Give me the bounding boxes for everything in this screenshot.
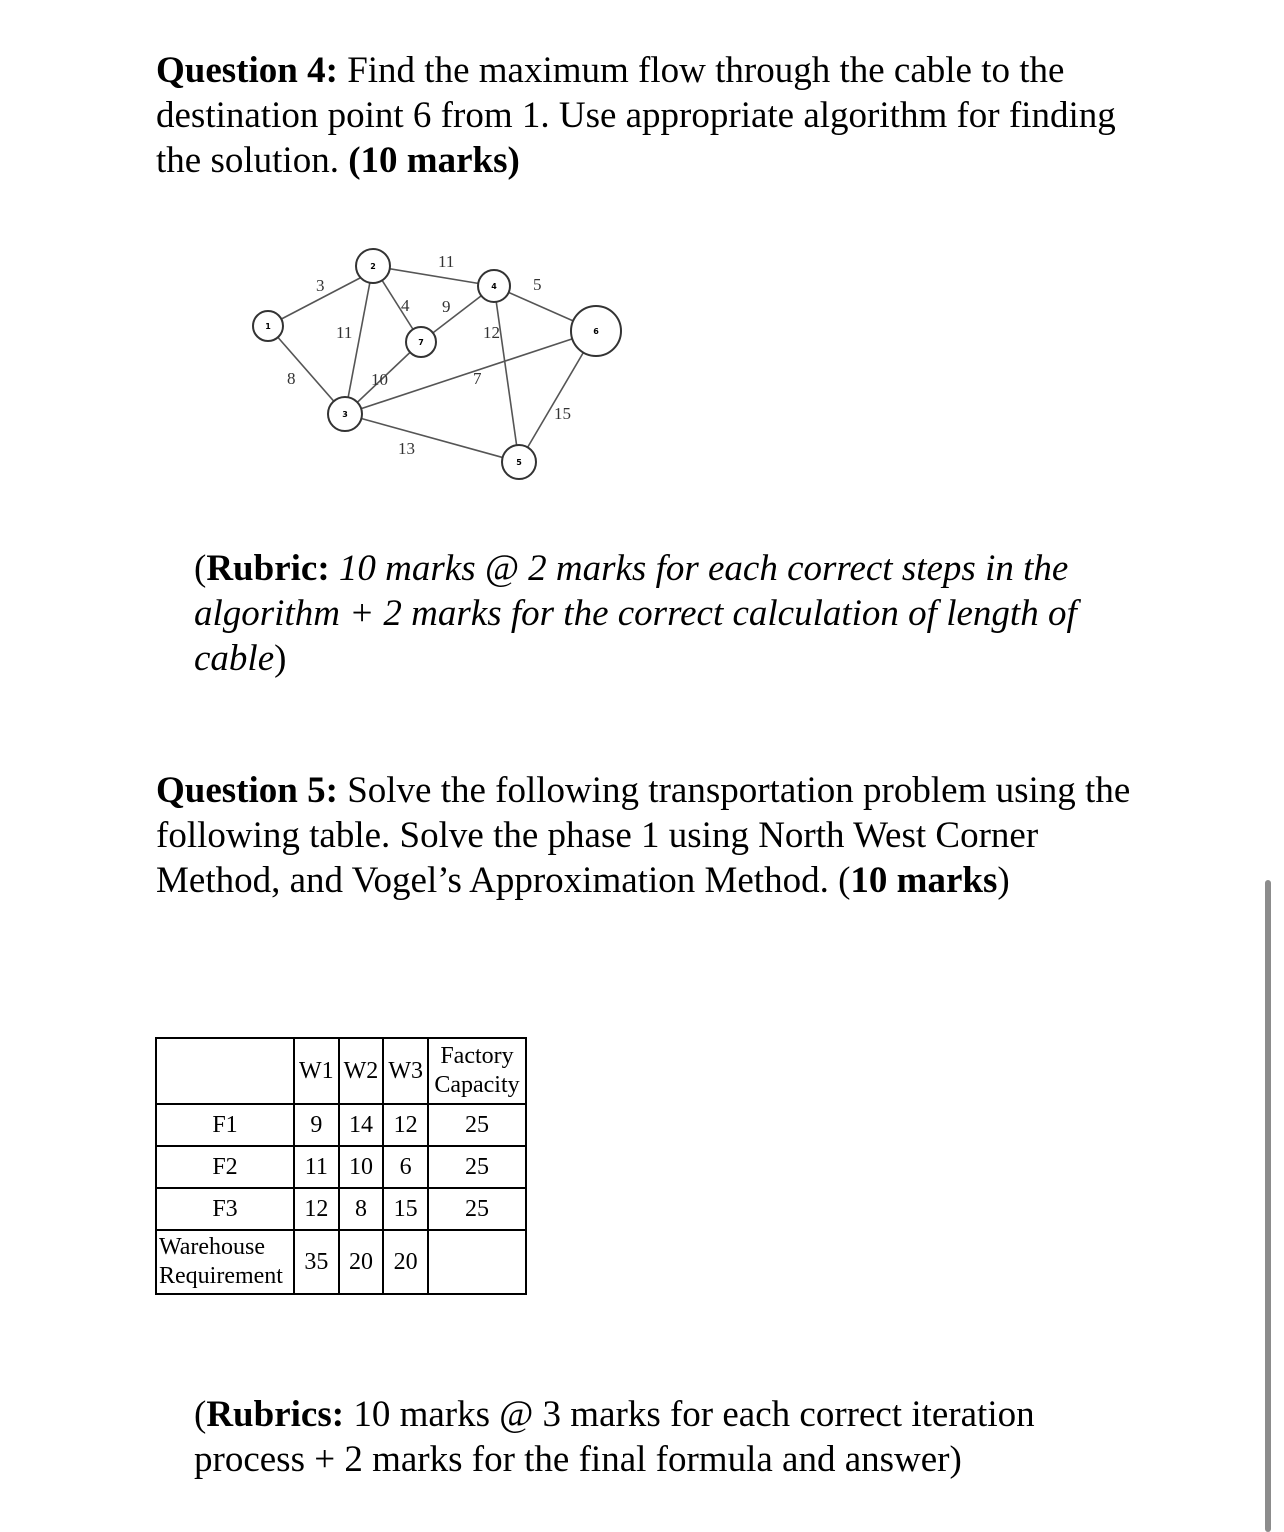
edge-label-1-2: 3	[316, 276, 325, 295]
node-label-7: 7	[418, 338, 424, 347]
transportation-table	[155, 1037, 527, 1295]
table-cell: 12	[383, 1104, 428, 1146]
table-header-row	[156, 1038, 526, 1104]
edge-label-2-4: 11	[438, 252, 455, 271]
edge-label-7-4: 9	[442, 297, 451, 316]
rubric-4-open: (	[194, 548, 207, 589]
rubric-5	[194, 1392, 1154, 1482]
node-label-5: 5	[516, 458, 522, 467]
question-5	[156, 768, 1156, 903]
edge-label-5-6: 15	[554, 404, 571, 423]
node-label-1: 1	[265, 322, 271, 331]
table-header-w3: W3	[383, 1038, 428, 1104]
rubric-5-text: 10 marks @ 3 marks for each correct iteration process + 2 marks for the final formula and answer)	[194, 1394, 1035, 1480]
edge-label-3-5: 13	[398, 439, 415, 458]
table-cell: 11	[294, 1146, 339, 1188]
question-4-label: Question 4:	[156, 50, 338, 91]
rubric-4-text: 10 marks @ 2 marks for each correct steps in the algorithm + 2 marks for the correct calculation of length of cable	[194, 548, 1077, 679]
rubric-4-close: )	[274, 638, 287, 679]
rubric-5-label: Rubrics:	[206, 1394, 345, 1435]
table-cell: 9	[294, 1104, 339, 1146]
question-5-label: Question 5:	[156, 770, 338, 811]
table-cell: F1	[156, 1104, 294, 1146]
node-label-3: 3	[342, 410, 348, 419]
table-cell: 20	[339, 1230, 384, 1294]
question-5-marks-number: 10	[850, 860, 888, 901]
table-cell: 25	[428, 1188, 526, 1230]
table-row	[156, 1188, 526, 1230]
question-5-text: Solve the following transportation problem using the following table. Solve the phase 1 using North West Corner Method, and Vogel’s Approximation Method. (	[156, 770, 1131, 901]
question-4-text: Find the maximum flow through the cable to the destination point 6 from 1. Use appropriate algorithm for finding the solution.	[156, 50, 1116, 181]
edge-label-7-3: 10	[371, 370, 388, 389]
table-cell: 25	[428, 1104, 526, 1146]
rubric-5-open: (	[194, 1394, 207, 1435]
question-5-marks-word: marks	[896, 860, 998, 901]
edge-2-4	[373, 266, 494, 286]
node-label-4: 4	[491, 282, 497, 291]
table-cell: 8	[339, 1188, 384, 1230]
rubric-4	[194, 546, 1154, 681]
rubric-4-label: Rubric:	[206, 548, 330, 589]
table-cell: 35	[294, 1230, 339, 1294]
node-label-2: 2	[370, 262, 376, 271]
question-4-marks: (10 marks)	[348, 140, 520, 181]
table-cell: 10	[339, 1146, 384, 1188]
table-row	[156, 1104, 526, 1146]
table-cell: F2	[156, 1146, 294, 1188]
edge-3-5	[345, 414, 519, 462]
table-cell: 15	[383, 1188, 428, 1230]
table-cell: 25	[428, 1146, 526, 1188]
network-graph	[240, 230, 640, 490]
table-header-capacity: Factory Capacity	[428, 1038, 526, 1104]
edge-label-2-7: 4	[401, 296, 410, 315]
node-label-6: 6	[593, 327, 599, 336]
edge-label-3-6: 7	[473, 369, 482, 388]
table-header-w2: W2	[339, 1038, 384, 1104]
edge-4-5	[494, 286, 519, 462]
table-cell: 20	[383, 1230, 428, 1294]
edge-label-4-5: 12	[483, 323, 500, 342]
edge-label-2-3: 11	[336, 323, 353, 342]
table-cell: F3	[156, 1188, 294, 1230]
table-cell	[428, 1230, 526, 1294]
table-cell: 6	[383, 1146, 428, 1188]
vertical-scrollbar[interactable]	[1265, 880, 1271, 1532]
question-4	[156, 48, 1156, 183]
edge-label-1-3: 8	[287, 369, 296, 388]
table-cell: Warehouse Requirement	[156, 1230, 294, 1294]
table-row	[156, 1230, 526, 1294]
edge-label-4-6: 5	[533, 275, 542, 294]
table-row	[156, 1146, 526, 1188]
question-5-close: )	[997, 860, 1010, 901]
table-cell: 14	[339, 1104, 384, 1146]
table-cell: 12	[294, 1188, 339, 1230]
table-header-w1: W1	[294, 1038, 339, 1104]
table-header-corner	[156, 1038, 294, 1104]
